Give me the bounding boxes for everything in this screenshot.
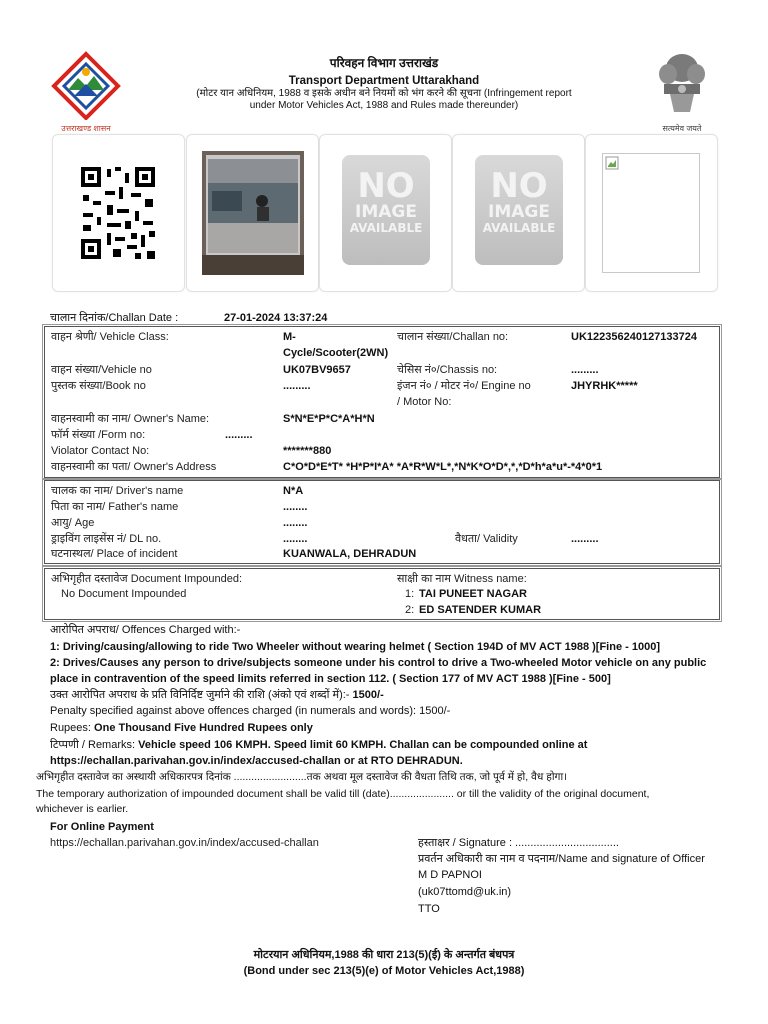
offences-heading: आरोपित अपराध/ Offences Charged with:-	[50, 624, 241, 636]
header-title-english: Transport Department Uttarakhand	[288, 75, 480, 87]
owner-address-label: वाहनस्वामी का पता/ Owner's Address	[51, 461, 217, 473]
no-image-placeholder-2: NO IMAGE AVAILABLE	[475, 155, 563, 265]
temporary-authorization-hindi: अभिगृहीत दस्तावेज का अस्थायी अधिकारपत्र दिनांक .........................तक अथवा मूल दस्तावेज की वैधता तिथि तक, जो पूर्व में हो, वैध होगा।	[36, 771, 568, 783]
remarks-line	[50, 738, 587, 752]
uttarakhand-logo	[46, 50, 126, 136]
document-impounded-label: अभिगृहीत दस्तावेज Document Impounded:	[51, 573, 243, 585]
offence-2-line-2: place in contravention of the speed limits referred in section 112. ( Section 177 of MV ACT 1988 )[Fine - 500]	[50, 673, 611, 685]
temporary-authorization-english-2: whichever is earlier.	[36, 803, 129, 815]
validity-label: वैधता/ Validity	[455, 533, 518, 545]
owner-name-value: S*N*E*P*C*A*H*N	[283, 413, 375, 425]
broken-image-frame	[602, 153, 700, 273]
header-subtitle-1: (मोटर यान अधिनियम, 1988 व इसके अधीन बने नियमों को भंग करने की सूचना (Infringement report	[196, 88, 572, 99]
no-image-box-1	[319, 134, 452, 292]
ashoka-emblem	[652, 50, 712, 136]
header-title-hindi: परिवहन विभाग उत्तराखंड	[329, 56, 439, 70]
book-no-label: पुस्तक संख्या/Book no	[51, 380, 146, 392]
online-payment-heading: For Online Payment	[50, 821, 154, 833]
witness-1-number: 1:	[405, 588, 415, 600]
remarks-value-1: Vehicle speed 106 KMPH. Speed limit 60 KMPH. Challan can be compounded online at	[138, 739, 588, 751]
footer-bond-english: (Bond under sec 213(5)(e) of Motor Vehicles Act,1988)	[243, 965, 525, 977]
online-payment-link[interactable]: https://echallan.parivahan.gov.in/index/accused-challan	[50, 837, 319, 849]
remarks-value-2: https://echallan.parivahan.gov.in/index/accused-challan or at RTO DEHRADUN.	[50, 755, 463, 767]
qr-code-box	[52, 134, 185, 292]
form-no-value: .........	[225, 429, 253, 441]
header-subtitle-2: under Motor Vehicles Act, 1988 and Rules made thereunder)	[249, 100, 519, 111]
driver-name-label: चालक का नाम/ Driver's name	[51, 485, 184, 497]
qr-code-icon	[79, 165, 157, 261]
dl-no-label: ड्राइविंग लाइसेंस नं/ DL no.	[51, 533, 162, 545]
penalty-hindi-text: उक्त आरोपित अपराध के प्रति विनिर्दिष्ट जुर्माने की राशि (अंको एवं शब्दों में):-	[50, 689, 350, 701]
broken-image-box	[585, 134, 718, 292]
broken-image-icon	[605, 156, 619, 170]
signature-line: हस्ताक्षर / Signature : ..................................	[418, 837, 619, 849]
officer-name: M D PAPNOI	[418, 869, 482, 881]
father-name-value: ........	[283, 501, 308, 513]
lion-capital-icon	[652, 50, 712, 120]
witness-1-name: TAI PUNEET NAGAR	[419, 588, 527, 600]
validity-value: .........	[571, 533, 599, 545]
penalty-hindi-value: 1500/-	[352, 689, 384, 701]
dl-no-value: ........	[283, 533, 308, 545]
rupees-line	[50, 721, 313, 735]
incident-photo	[202, 151, 304, 275]
officer-designation: TTO	[418, 903, 440, 915]
engine-no-label-2: / Motor No:	[397, 396, 452, 408]
footer-bond-hindi: मोटरयान अधिनियम,1988 की धारा 213(5)(ई) के अन्तर्गत बंधपत्र	[253, 949, 515, 961]
right-logo-caption: सत्यमेव जयते	[662, 124, 702, 133]
violator-contact-value: *******880	[283, 445, 332, 457]
left-logo-caption: उत्तराखण्ड शासन	[61, 124, 111, 133]
age-value: ........	[283, 517, 308, 529]
offence-2-line-1: 2: Drives/Causes any person to drive/subjects someone under his control to drive a Two-wheeled Motor vehicle on any public	[50, 657, 707, 669]
place-of-incident-value: KUANWALA, DEHRADUN	[283, 548, 417, 560]
driver-details-section	[44, 480, 720, 564]
document-impounded-section	[44, 568, 720, 620]
no-image-placeholder-1: NO IMAGE AVAILABLE	[342, 155, 430, 265]
vehicle-class-value-2: Cycle/Scooter(2WN)	[283, 347, 389, 359]
witness-2-name: ED SATENDER KUMAR	[419, 604, 542, 616]
owner-address-value: C*O*D*E*T* *H*P*I*A* *A*R*W*L*,*N*K*O*D*,*,*D*h*a*u*-*4*0*1	[283, 461, 603, 473]
document-impounded-value: No Document Impounded	[61, 588, 187, 600]
challan-date-value: 27-01-2024 13:37:24	[224, 312, 328, 324]
driver-name-value: N*A	[283, 485, 304, 497]
officer-label: प्रवर्तन अधिकारी का नाम व पदनाम/Name and signature of Officer	[418, 853, 705, 865]
no-image-box-2	[452, 134, 585, 292]
witness-name-label: साक्षी का नाम Witness name:	[397, 573, 527, 585]
challan-date-label: चालान दिनांक/Challan Date :	[50, 312, 179, 324]
penalty-english: Penalty specified against above offences charged (in numerals and words): 1500/-	[50, 705, 451, 717]
incident-photo-box	[186, 134, 319, 292]
vehicle-no-label: वाहन संख्या/Vehicle no	[51, 364, 152, 376]
violator-contact-label: Violator Contact No:	[51, 445, 150, 457]
vehicle-class-label: वाहन श्रेणी/ Vehicle Class:	[51, 331, 169, 343]
rupees-value: One Thousand Five Hundred Rupees only	[94, 722, 313, 734]
rupees-label: Rupees:	[50, 722, 91, 734]
chassis-no-label: चेसिस नं०/Chassis no:	[397, 364, 498, 376]
remarks-label: टिप्पणी / Remarks:	[50, 739, 136, 751]
place-of-incident-label: घटनास्थल/ Place of incident	[51, 548, 178, 560]
challan-no-label: चालान संख्या/Challan no:	[397, 331, 509, 343]
penalty-hindi-label	[50, 688, 384, 702]
witness-2-number: 2:	[405, 604, 415, 616]
engine-no-label-1: इंजन नं० / मोटर नं०/ Engine no	[397, 380, 531, 392]
vehicle-class-value-1: M-	[283, 331, 296, 343]
owner-name-label: वाहनस्वामी का नाम/ Owner's Name:	[51, 413, 210, 425]
chassis-no-value: .........	[571, 364, 599, 376]
uttarakhand-emblem-icon	[46, 50, 126, 120]
officer-email: (uk07ttomd@uk.in)	[418, 886, 512, 898]
vehicle-no-value: UK07BV9657	[283, 364, 351, 376]
offence-1: 1: Driving/causing/allowing to ride Two Wheeler without wearing helmet ( Section 194D of MV ACT 1988 )[Fine - 1000]	[50, 641, 660, 653]
temporary-authorization-english-1: The temporary authorization of impounded document shall be valid till (date)...................... or till the validity of the original document,	[36, 788, 650, 800]
form-no-label: फॉर्म संख्या /Form no:	[51, 429, 146, 441]
vehicle-details-section	[44, 326, 720, 478]
book-no-value: .........	[283, 380, 311, 392]
engine-no-value: JHYRHK*****	[571, 380, 638, 392]
father-name-label: पिता का नाम/ Father's name	[51, 501, 179, 513]
age-label: आयु/ Age	[51, 517, 95, 529]
challan-no-value: UK122356240127133724	[571, 331, 698, 343]
